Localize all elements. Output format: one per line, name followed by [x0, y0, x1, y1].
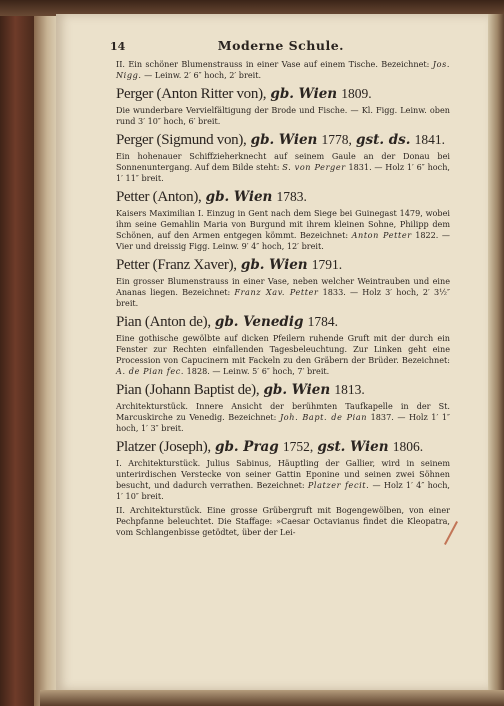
signature-text: Platzer fecit. [307, 480, 370, 490]
artist-name: Platzer (Joseph), [116, 439, 211, 455]
death-place: gst. ds. [356, 132, 411, 148]
signature-text: S. von Perger [282, 162, 346, 172]
artist-entry [116, 381, 450, 434]
birth-year: 1809. [341, 86, 372, 101]
birth-year: 1783. [276, 189, 307, 204]
artwork-description [116, 401, 450, 434]
description-text: Ein hohenauer Schiffzieherknecht auf seinem Gaule an der Donau bei Sonnenuntergang. Auf dem Bilde steht: [116, 151, 450, 172]
death-place: gst. Wien [317, 439, 389, 455]
artist-entry [116, 85, 450, 127]
page-number: 14 [110, 40, 126, 53]
artist-entry [116, 131, 450, 184]
birth-year: 1778, [321, 132, 352, 147]
artist-entry [116, 313, 450, 377]
artwork-description [116, 333, 450, 377]
description-text: II. Architekturstück. Eine grosse Grübergruft mit Bogengewölben, von einer Pechpfanne beleuchtet. Die Staffage: »Caesar Octavianus findet die Kleopatra, vom Schlangenbisse getödtet, über der Lei- [116, 505, 450, 537]
signature-text: Franz Xav. Petter [234, 287, 319, 297]
artist-heading [116, 438, 450, 456]
artist-entries [60, 85, 450, 538]
artist-heading [116, 381, 450, 399]
dimensions-text: — Holz 1′ 4″ hoch, 1′ 10″ breit. [116, 480, 450, 501]
artist-name: Perger (Sigmund von), [116, 132, 247, 148]
page-gutter [34, 0, 56, 706]
dimensions-text: 1822. — Vier und dreissig Figg. Leinw. 9′ 4″ hoch, 12′ breit. [116, 230, 450, 251]
artwork-description [116, 151, 450, 184]
artist-heading [116, 131, 450, 149]
artwork-description [116, 505, 450, 538]
birth-place: gb. Prag [215, 439, 279, 455]
signature-text: Joh. Bapt. de Pian [279, 412, 368, 422]
signature-text: Anton Petter [351, 230, 412, 240]
artist-name: Pian (Johann Baptist de), [116, 382, 260, 398]
birth-place: gb. Wien [205, 189, 273, 205]
dimensions-text: 1831. — Holz 1′ 6″ hoch, 1′ 11″ breit. [116, 162, 450, 183]
artist-heading [116, 313, 450, 331]
description-text: Kaisers Maximilian I. Einzug in Gent nach dem Siege bei Guinegast 1479, wobei ihm seine Gemahlin Maria von Burgund mit ihrem kleinen Sohne, Philipp dem Schönen, auf den Armen entgegen kömmt. Bezeichnet: [116, 208, 450, 240]
dimensions-text: 1828. — Leinw. 5′ 6″ hoch, 7′ breit. [184, 366, 330, 376]
birth-place: gb. Wien [240, 257, 308, 273]
intro-paragraph: II. Ein schöner Blumenstrauss in einer Vase auf einem Tische. Bezeichnet: Jos. Nigg. — Leinw. 2′ 6″ hoch, 2′ breit. [116, 59, 450, 80]
birth-place: gb. Venedig [214, 314, 304, 330]
signature-text: Jos. Nigg. [116, 59, 450, 80]
description-text: I. Architekturstück. Julius Sabinus, Häuptling der Gallier, wird in seinem unterirdischen Verstecke von seiner Gattin Eponine und seinen zwei Söhnen besucht, und dadurch verrathen. Bezeichnet: [116, 458, 450, 490]
birth-year: 1784. [307, 314, 338, 329]
artist-entry [116, 256, 450, 309]
artwork-description [116, 458, 450, 502]
page-header [110, 38, 448, 53]
book-bottom-edge [40, 690, 504, 706]
death-year: 1806. [392, 439, 424, 454]
death-year: 1841. [414, 132, 445, 147]
artist-heading [116, 188, 450, 206]
birth-place: gb. Wien [270, 86, 338, 102]
description-text: Ein grosser Blumenstrauss in einer Vase, neben welcher Weintrauben und eine Ananas liegen. Bezeichnet: [116, 276, 450, 297]
artwork-description [116, 208, 450, 252]
artist-name: Perger (Anton Ritter von), [116, 86, 267, 102]
artist-entry [116, 188, 450, 252]
artist-heading [116, 256, 450, 274]
artist-name: Pian (Anton de), [116, 314, 211, 330]
page-content [60, 38, 450, 541]
description-text: Eine gothische gewölbte auf dicken Pfeilern ruhende Gruft mit der durch ein Fenster zur Rechten einfallenden Tagesbeleuchtung. Zur Linken geht eine Procession von Capucinern mit Fackeln zu den Gräbern der Brüder. Bezeichnet: [116, 333, 450, 365]
page-stack-edge [488, 14, 504, 706]
artist-entry [116, 438, 450, 538]
running-head: Moderne Schule. [217, 38, 344, 53]
birth-place: gb. Wien [263, 382, 331, 398]
signature-text: A. de Pian fec. [116, 366, 185, 376]
intro-entry [116, 59, 450, 81]
description-text: Architekturstück. Innere Ansicht der berühmten Taufkapelle in der St. Marcuskirche zu Venedig. Bezeichnet: [116, 401, 450, 422]
dimensions-text: 1833. — Holz 3′ hoch, 2′ 3½″ breit. [116, 287, 450, 308]
artwork-description [116, 105, 450, 127]
artwork-description [116, 276, 450, 309]
birth-year: 1791. [311, 257, 343, 272]
artist-name: Petter (Franz Xaver), [116, 257, 237, 273]
description-text: Die wunderbare Vervielfältigung der Brode und Fische. — Kl. Figg. Leinw. oben rund 3′ 10″ hoch, 6′ breit. [116, 105, 450, 126]
dimensions-text: 1837. — Holz 1′ 1″ hoch, 1′ 3″ breit. [116, 412, 450, 433]
birth-place: gb. Wien [250, 132, 318, 148]
book-spine [0, 0, 34, 706]
artist-name: Petter (Anton), [116, 189, 202, 205]
birth-year: 1813. [334, 382, 365, 397]
birth-year: 1752, [282, 439, 314, 454]
artist-heading [116, 85, 450, 103]
